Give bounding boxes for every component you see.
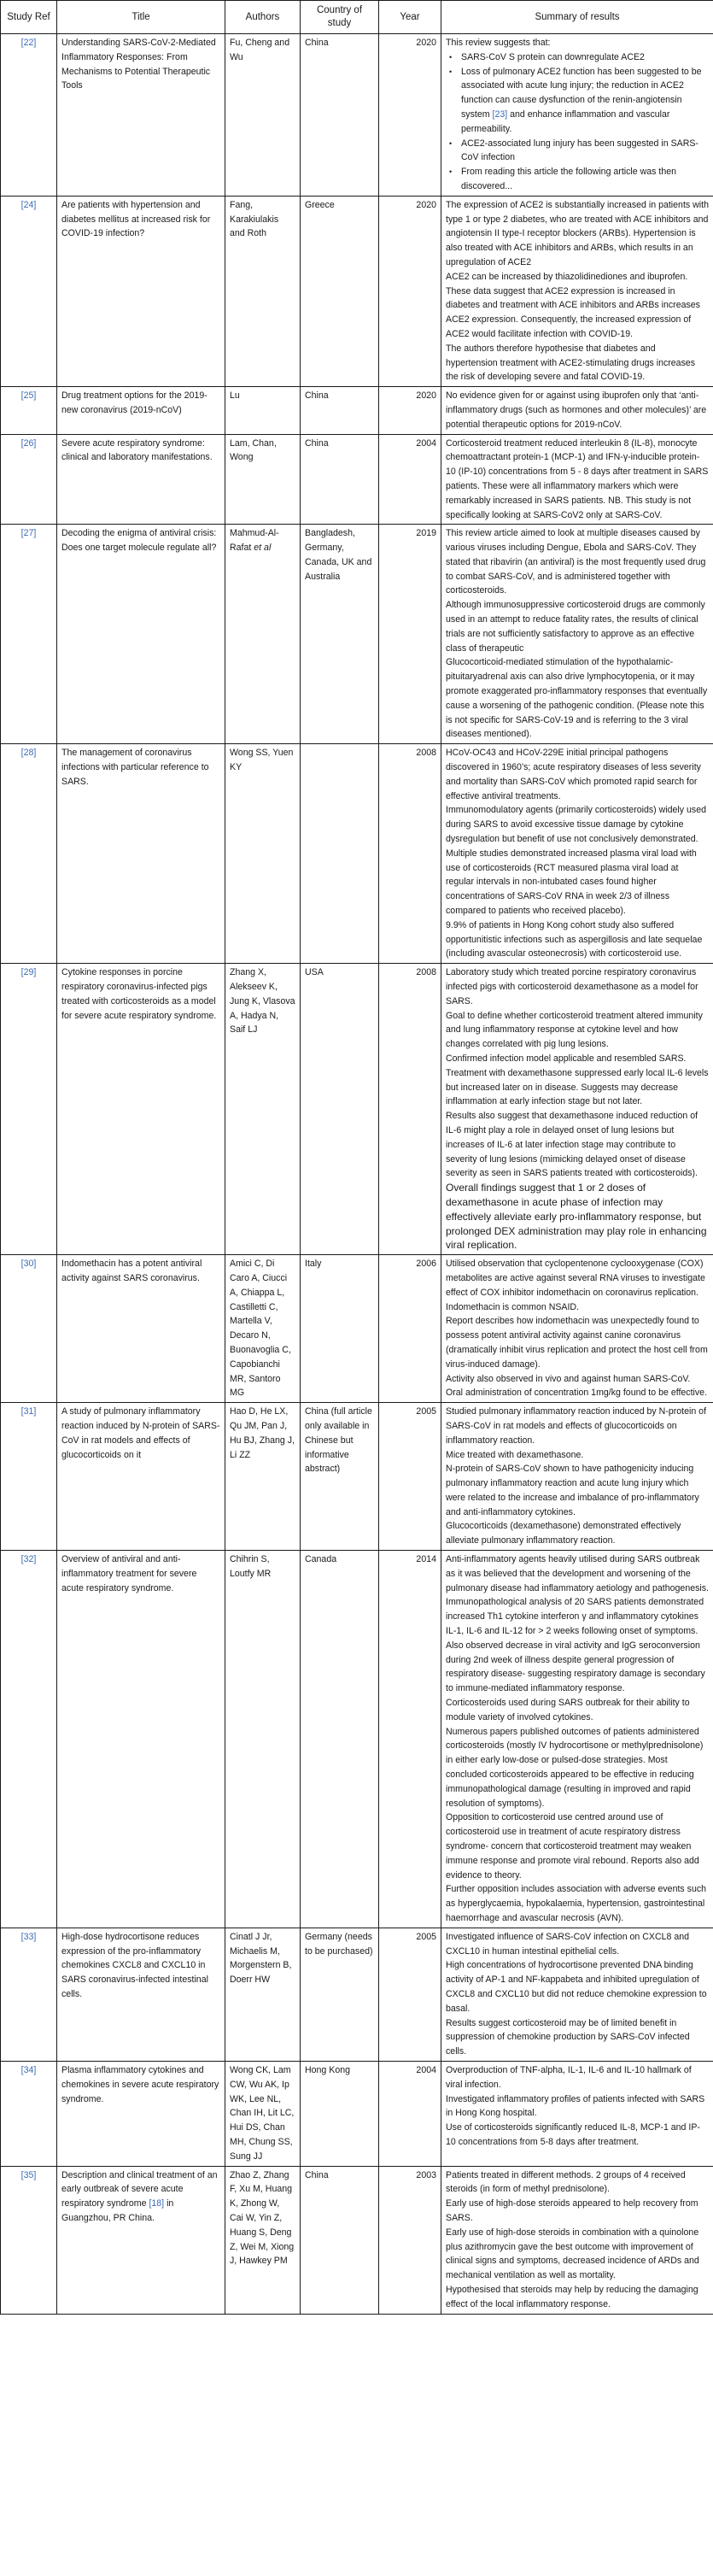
study-ref-link[interactable] bbox=[1, 1255, 57, 1403]
authors-cell: Zhang X, Alekseev K, Jung K, Vlasova A, Hadya N, Saif LJ bbox=[225, 964, 301, 1255]
summary-paragraph: Corticosteroid treatment reduced interleukin 8 (IL-8), monocyte chemoattractant protein-1 (MCP-1) and IFN-γ-inducible protein-10 (IP-10) concentrations from 5 - 8 days after treatment in SARS patients. These were all inflammatory markers which were remarkably increased in SARS patients. NB. This study is not specifically looking at SARS-CoV2 only at SARS-CoV. bbox=[446, 437, 709, 520]
summary-paragraph: Oral administration of concentration 1mg/kg found to be effective. bbox=[446, 1388, 708, 1399]
summary-cell bbox=[441, 1928, 713, 2061]
ref-link[interactable]: [35] bbox=[20, 2169, 37, 2180]
summary-paragraph: ACE2 can be increased by thiazolidinediones and ibuprofen. These data suggest that ACE2 expression is increased in diabetes and treatment with ACE inhibitors and ARBs increases ACE2 expression. Consequently, the increased expression of ACE2 would facilitate infection with COVID-19. bbox=[446, 271, 700, 339]
country-cell: China (full article only available in Chinese but informative abstract) bbox=[301, 1403, 379, 1551]
header-authors: Authors bbox=[225, 1, 301, 34]
summary-paragraph: 9.9% of patients in Hong Kong cohort study also suffered opportunitistic infections such as aspergillosis and late sequelae (including avascular osteonecrosis) with corticosteroid use. bbox=[446, 919, 703, 959]
summary-paragraph: Report describes how indomethacin was unexpectedly found to possess potent antiviral activity against canine coronavirus (dramatically inhibit virus replication and protect the host cell from virus-induced damage). bbox=[446, 1316, 708, 1370]
summary-cell bbox=[441, 196, 713, 386]
year-cell: 2020 bbox=[379, 34, 441, 197]
table-row bbox=[1, 964, 713, 1255]
year-cell: 2004 bbox=[379, 2061, 441, 2166]
study-ref-link[interactable] bbox=[1, 387, 57, 434]
study-ref-link[interactable] bbox=[1, 2166, 57, 2314]
authors-cell: Mahmud-Al-Rafat et al bbox=[225, 525, 301, 744]
table-row bbox=[1, 744, 713, 964]
title-cell: Cytokine responses in porcine respiratory coronavirus-infected pigs treated with corticosteroids as a model for severe acute respiratory syndrome. bbox=[57, 964, 225, 1255]
country-cell: China bbox=[301, 34, 379, 197]
country-cell: Germany (needs to be purchased) bbox=[301, 1928, 379, 2061]
summary-paragraph: Corticosteroids used during SARS outbreak for their ability to module variety of involved cytokines. bbox=[446, 1698, 690, 1722]
summary-paragraph: Goal to define whether corticosteroid treatment altered immunity and lung inflammatory response at cytokine level and how changes correlated with pig lung lesions. bbox=[446, 1010, 703, 1050]
year-cell: 2020 bbox=[379, 196, 441, 386]
citation-link[interactable]: [18] bbox=[149, 2198, 165, 2209]
summary-paragraph: Glucocorticoid-mediated stimulation of the hypothalamic-pituitaryadrenal axis can also drive lymphocytopenia, or it may promote exaggerated pro-inflammatory responses that eventually cause a worsening of the pathogenic condition. (Please note this is not specific for SARS-CoV-19 and is referring to the 3 viral diseases mentioned). bbox=[446, 657, 708, 740]
summary-cell bbox=[441, 387, 713, 434]
year-cell: 2006 bbox=[379, 1255, 441, 1403]
summary-paragraph: Treatment with dexamethasone suppressed early local IL-6 levels but increased later on in disease. Suggests may decrease inflammation at early infection stage but not later. bbox=[446, 1067, 709, 1107]
summary-overall-findings: Overall findings suggest that 1 or 2 doses of dexamethasone in acute phase of infection may effectively alleviate early pro-inflammatory response, but prolonged DEX administration may play role in enhancing viral replication. bbox=[446, 1182, 707, 1252]
ref-link[interactable]: [33] bbox=[20, 1931, 37, 1942]
country-cell: Greece bbox=[301, 196, 379, 386]
header-title: Title bbox=[57, 1, 225, 34]
summary-cell bbox=[441, 434, 713, 525]
study-ref-link[interactable] bbox=[1, 196, 57, 386]
year-cell: 2020 bbox=[379, 387, 441, 434]
summary-paragraph: Overproduction of TNF-alpha, IL-1, IL-6 and IL-10 hallmark of viral infection. bbox=[446, 2064, 692, 2090]
study-ref-link[interactable] bbox=[1, 1551, 57, 1928]
table-row bbox=[1, 34, 713, 197]
summary-paragraph: Investigated inflammatory profiles of patients infected with SARS in Hong Kong hospital. bbox=[446, 2093, 705, 2119]
study-ref-link[interactable] bbox=[1, 2061, 57, 2166]
authors-cell: Amici C, Di Caro A, Ciucci A, Chiappa L, Castilletti C, Martella V, Decaro N, Buonavoglia C, Capobianchi MR, Santoro MG bbox=[225, 1255, 301, 1403]
country-cell: China bbox=[301, 2166, 379, 2314]
year-cell: 2005 bbox=[379, 1928, 441, 2061]
authors-cell: Fang, Karakiulakis and Roth bbox=[225, 196, 301, 386]
authors-cell: Cinatl J Jr, Michaelis M, Morgenstern B, Doerr HW bbox=[225, 1928, 301, 2061]
summary-paragraph: Activity also observed in vivo and against human SARS-CoV. bbox=[446, 1373, 691, 1384]
study-ref-link[interactable] bbox=[1, 34, 57, 197]
year-cell: 2005 bbox=[379, 1403, 441, 1551]
title-cell: Overview of antiviral and anti-inflammatory treatment for severe acute respiratory syndrome. bbox=[57, 1551, 225, 1928]
summary-paragraph: Although immunosuppressive corticosteroid drugs are commonly used in an attempt to reduce fatality rates, the results of clinical trials are not sufficiently satisfactory to approve as an effective class of therapeutic bbox=[446, 600, 705, 654]
summary-paragraph: Investigated influence of SARS-CoV infection on CXCL8 and CXCL10 in human intestinal epithelial cells. bbox=[446, 1931, 690, 1957]
authors-cell: Fu, Cheng and Wu bbox=[225, 34, 301, 197]
summary-paragraph: Studied pulmonary inflammatory reaction induced by N-protein of SARS-CoV in rat models and effects of glucocorticoids on inflammatory reaction. bbox=[446, 1406, 707, 1446]
summary-cell bbox=[441, 2061, 713, 2166]
table-row bbox=[1, 2166, 713, 2314]
study-ref-link[interactable] bbox=[1, 434, 57, 525]
summary-paragraph: Further opposition includes association with adverse events such as hyperglycaemia, hypokalaemia, hypertension, gastrointestinal haemorrhage and avascular necrosis (AVN). bbox=[446, 1884, 707, 1923]
country-cell: Canada bbox=[301, 1551, 379, 1928]
title-cell: Indomethacin has a potent antiviral activity against SARS coronavirus. bbox=[57, 1255, 225, 1403]
summary-paragraph: Multiple studies demonstrated increased plasma viral load with use of corticosteroids (RCT measured plasma viral load at regular intervals in non-intubated cases found higher concentrations of SARS-CoV RNA in week 2/3 of illness compared to patients who received placebo). bbox=[446, 848, 697, 917]
summary-paragraph: Hypothesised that steroids may help by reducing the damaging effect of the local inflammatory response. bbox=[446, 2284, 698, 2309]
table-row bbox=[1, 196, 713, 386]
authors-cell: Wong SS, Yuen KY bbox=[225, 744, 301, 964]
header-summary: Summary of results bbox=[441, 1, 713, 34]
summary-bullet: • From reading this article the following article was then discovered... bbox=[458, 165, 709, 194]
summary-paragraph: Mice treated with dexamethasone. bbox=[446, 1449, 584, 1460]
title-cell: A study of pulmonary inflammatory reaction induced by N-protein of SARS-CoV in rat models and effects of glucocorticoids on it bbox=[57, 1403, 225, 1551]
table-row bbox=[1, 525, 713, 744]
authors-cell: Hao D, He LX, Qu JM, Pan J, Hu BJ, Zhang J, Li ZZ bbox=[225, 1403, 301, 1551]
summary-paragraph: Results also suggest that dexamethasone induced reduction of IL-6 might play a role in delayed onset of lung lesions but increases of IL-6 at later infection stage may contribute to severity of lung lesions (mimicking delayed onset of disease severity as seen in SARS patients treated with corticosteroids). bbox=[446, 1111, 698, 1179]
title-cell: Description and clinical treatment of an early outbreak of severe acute respiratory syndrome [18] in Guangzhou, PR China. bbox=[57, 2166, 225, 2314]
summary-paragraph: Results suggest corticosteroid may be of limited benefit in suppression of chemokine production by SARS-CoV infected cells. bbox=[446, 2017, 690, 2057]
study-ref-link[interactable] bbox=[1, 964, 57, 1255]
summary-cell bbox=[441, 964, 713, 1255]
ref-link[interactable]: [26] bbox=[20, 437, 37, 449]
summary-paragraph: Opposition to corticosteroid use centred around use of corticosteroid use in treatment of acute respiratory distress syndrome- concern that corticosteroid treatment may weaken immune response and promote viral rebound. Reports also add evidence to theory. bbox=[446, 1812, 699, 1881]
summary-paragraph: No evidence given for or against using ibuprofen only that ‘anti-inflammatory drugs (such as hormones and other molecules)’ are potential therapeutic options for 2019-nCoV. bbox=[446, 390, 707, 430]
ref-link[interactable]: [28] bbox=[20, 748, 37, 759]
title-cell: Decoding the enigma of antiviral crisis: Does one target molecule regulate all? bbox=[57, 525, 225, 744]
summary-cell bbox=[441, 2166, 713, 2314]
study-ref-link[interactable] bbox=[1, 1928, 57, 2061]
summary-paragraph: Patients treated in different methods. 2 groups of 4 received steroids (in form of methyl prednisolone). bbox=[446, 2169, 686, 2195]
ref-link[interactable]: [27] bbox=[20, 528, 37, 539]
header-year: Year bbox=[379, 1, 441, 34]
country-cell: China bbox=[301, 434, 379, 525]
authors-cell: Wong CK, Lam CW, Wu AK, Ip WK, Lee NL, Chan IH, Lit LC, Hui DS, Chan MH, Chung SS, Sung JJ bbox=[225, 2061, 301, 2166]
summary-cell bbox=[441, 744, 713, 964]
summary-paragraph: Laboratory study which treated porcine respiratory coronavirus infected pigs with corticosteroid dexamethasone as a model for SARS. bbox=[446, 967, 698, 1006]
summary-paragraph: HCoV-OC43 and HCoV-229E initial principal pathogens discovered in 1960’s; acute respiratory diseases of less severity and mortality than SARS-CoV which promoted rapid search for effective antiviral treatments. bbox=[446, 748, 701, 801]
title-cell: Severe acute respiratory syndrome: clinical and laboratory manifestations. bbox=[57, 434, 225, 525]
country-cell: Italy bbox=[301, 1255, 379, 1403]
summary-paragraph: Immunomodulatory agents (primarily corticosteroids) widely used during SARS to avoid excessive tissue damage by cytokine dysregulation but benefit of use not conclusively demonstrated. bbox=[446, 805, 706, 845]
title-cell: Plasma inflammatory cytokines and chemokines in severe acute respiratory syndrome. bbox=[57, 2061, 225, 2166]
ref-link[interactable]: [29] bbox=[20, 967, 37, 978]
summary-bullet: • ACE2-associated lung injury has been suggested in SARS- CoV infection bbox=[458, 137, 709, 166]
table-row bbox=[1, 1403, 713, 1551]
summary-paragraph: Indomethacin is common NSAID. bbox=[446, 1301, 580, 1312]
study-ref-link[interactable] bbox=[1, 525, 57, 744]
summary-cell bbox=[441, 1403, 713, 1551]
summary-bullet-list bbox=[446, 50, 709, 194]
country-cell: China bbox=[301, 387, 379, 434]
summary-paragraph: Numerous papers published outcomes of patients administered corticosteroids (mostly IV hydrocortisone or methylprednisolone) in either early low-dose or pulsed-dose strategies. Most concluded corticosteroids appeared to be effective in reducing immunopathological damage (resulting in improved and rapid resolution of symptoms). bbox=[446, 1726, 704, 1809]
ref-link[interactable]: [34] bbox=[20, 2064, 37, 2075]
header-study-ref: Study Ref bbox=[1, 1, 57, 34]
et-al: et al bbox=[254, 543, 272, 554]
summary-cell bbox=[441, 1255, 713, 1403]
header-country: Country of study bbox=[301, 1, 379, 34]
authors-cell: Zhao Z, Zhang F, Xu M, Huang K, Zhong W, Cai W, Yin Z, Huang S, Deng Z, Wei M, Xiong J, Hawkey PM bbox=[225, 2166, 301, 2314]
study-ref-link[interactable] bbox=[1, 1403, 57, 1551]
year-cell: 2003 bbox=[379, 2166, 441, 2314]
title-cell: High-dose hydrocortisone reduces expression of the pro-inflammatory chemokines CXCL8 and CXCL10 in SARS coronavirus-infected intestinal cells. bbox=[57, 1928, 225, 2061]
ref-link[interactable]: [24] bbox=[20, 199, 37, 210]
summary-cell bbox=[441, 525, 713, 744]
country-cell bbox=[301, 744, 379, 964]
summary-paragraph: Utilised observation that cyclopentenone cyclooxygenase (COX) metabolites are active against several RNA viruses to investigate effect of COX inhibitor indomethacin on coronavirus replication. bbox=[446, 1259, 705, 1298]
summary-paragraph: Early use of high-dose steroids in combination with a quinolone plus azithromycin gave the best outcome with improvement of clinical signs and symptoms, decreased incidence of ARDs and mechanical ventilation as well as mortality. bbox=[446, 2227, 699, 2281]
summary-paragraph: The expression of ACE2 is substantially increased in patients with type 1 or type 2 diabetes, who are treated with ACE inhibitors and angiotensin II type-I receptor blockers (ARBs). Hypertension is also treated with ACE inhibitors and ARBs, which results in an upregulation of ACE2 bbox=[446, 199, 709, 267]
citation-link[interactable]: [23] bbox=[492, 109, 508, 120]
table-header-row bbox=[1, 1, 713, 34]
summary-paragraph: Anti-inflammatory agents heavily utilised during SARS outbreak as it was believed that the development and worsening of the pulmonary disease had inflammatory aetiology and pathogenesis. bbox=[446, 1554, 709, 1593]
country-cell: Hong Kong bbox=[301, 2061, 379, 2166]
year-cell: 2008 bbox=[379, 964, 441, 1255]
ref-link[interactable]: [31] bbox=[20, 1406, 37, 1417]
title-cell: Understanding SARS-CoV-2-Mediated Inflammatory Responses: From Mechanisms to Potential Therapeutic Tools bbox=[57, 34, 225, 197]
summary-intro: This review suggests that: bbox=[446, 38, 551, 48]
summary-paragraph: Glucocorticoids (dexamethasone) demonstrated effectively alleviate pulmonary inflammatory reaction. bbox=[446, 1521, 681, 1546]
summary-paragraph: Confirmed infection model applicable and resembled SARS. bbox=[446, 1053, 687, 1064]
table-row bbox=[1, 1551, 713, 1928]
ref-link[interactable]: [30] bbox=[20, 1259, 37, 1270]
summary-paragraph: N-protein of SARS-CoV shown to have pathogenicity inducing pulmonary inflammatory reaction and acute lung injury which were related to the increase and imbalance of pro-inflammatory and anti-inflammatory cytokines. bbox=[446, 1464, 699, 1517]
summary-bullet: • SARS-CoV S protein can downregulate ACE2 bbox=[458, 50, 709, 65]
summary-paragraph: This review article aimed to look at multiple diseases caused by various viruses including Dengue, Ebola and SARS-CoV. They stated that ribavirin (an antiviral) is the most frequently used drug to combat SARS-CoV, and is administered together with corticosteroids. bbox=[446, 528, 706, 596]
summary-paragraph: Also observed decrease in viral activity and IgG seroconversion during 2nd week of illness despite general progression of respiratory disease- suggesting respiratory damage is secondary to immune-mediated inflammatory response. bbox=[446, 1640, 705, 1694]
table-row bbox=[1, 1928, 713, 2061]
summary-bullet: • Loss of pulmonary ACE2 function has been suggested to be associated with acute lung injury; the reduction in ACE2 function can cause dysfunction of the renin-angiotensin system [23] and enhance inflammation and vascular permeability. bbox=[458, 65, 709, 137]
summary-cell bbox=[441, 1551, 713, 1928]
ref-link[interactable]: [32] bbox=[20, 1554, 37, 1565]
year-cell: 2019 bbox=[379, 525, 441, 744]
table-row bbox=[1, 434, 713, 525]
year-cell: 2008 bbox=[379, 744, 441, 964]
title-cell: Are patients with hypertension and diabetes mellitus at increased risk for COVID-19 infection? bbox=[57, 196, 225, 386]
authors-cell: Lu bbox=[225, 387, 301, 434]
year-cell: 2014 bbox=[379, 1551, 441, 1928]
summary-paragraph: Immunopathological analysis of 20 SARS patients demonstrated increased Th1 cytokine interferon γ and inflammatory cytokines IL-1, IL-6 and IL-12 for > 2 weeks following onset of symptoms. bbox=[446, 1597, 704, 1637]
country-cell: USA bbox=[301, 964, 379, 1255]
table-row bbox=[1, 2061, 713, 2166]
ref-link[interactable]: [25] bbox=[20, 390, 37, 402]
authors-cell: Lam, Chan, Wong bbox=[225, 434, 301, 525]
authors-cell: Chihrin S, Loutfy MR bbox=[225, 1551, 301, 1928]
summary-paragraph: The authors therefore hypothesise that diabetes and hypertension treatment with ACE2-stimulating drugs increases the risk of developing severe and fatal COVID-19. bbox=[446, 343, 696, 383]
summary-paragraph: High concentrations of hydrocortisone prevented DNA binding activity of AP-1 and NF-kappabeta and inhibited upregulation of CXCL8 and CXCL10 but did not reduce chemokine expression to basal. bbox=[446, 1960, 707, 2014]
title-cell: Drug treatment options for the 2019-new coronavirus (2019-nCoV) bbox=[57, 387, 225, 434]
summary-paragraph: Use of corticosteroids significantly reduced IL-8, MCP-1 and IP-10 concentrations from 5-8 days after treatment. bbox=[446, 2122, 700, 2147]
table-row bbox=[1, 1255, 713, 1403]
summary-cell bbox=[441, 34, 713, 197]
summary-paragraph: Early use of high-dose steroids appeared to help recovery from SARS. bbox=[446, 2198, 698, 2223]
study-ref-link[interactable] bbox=[1, 744, 57, 964]
ref-link[interactable]: [22] bbox=[20, 38, 37, 48]
title-cell: The management of coronavirus infections with particular reference to SARS. bbox=[57, 744, 225, 964]
year-cell: 2004 bbox=[379, 434, 441, 525]
table-row bbox=[1, 387, 713, 434]
country-cell: Bangladesh, Germany, Canada, UK and Australia bbox=[301, 525, 379, 744]
